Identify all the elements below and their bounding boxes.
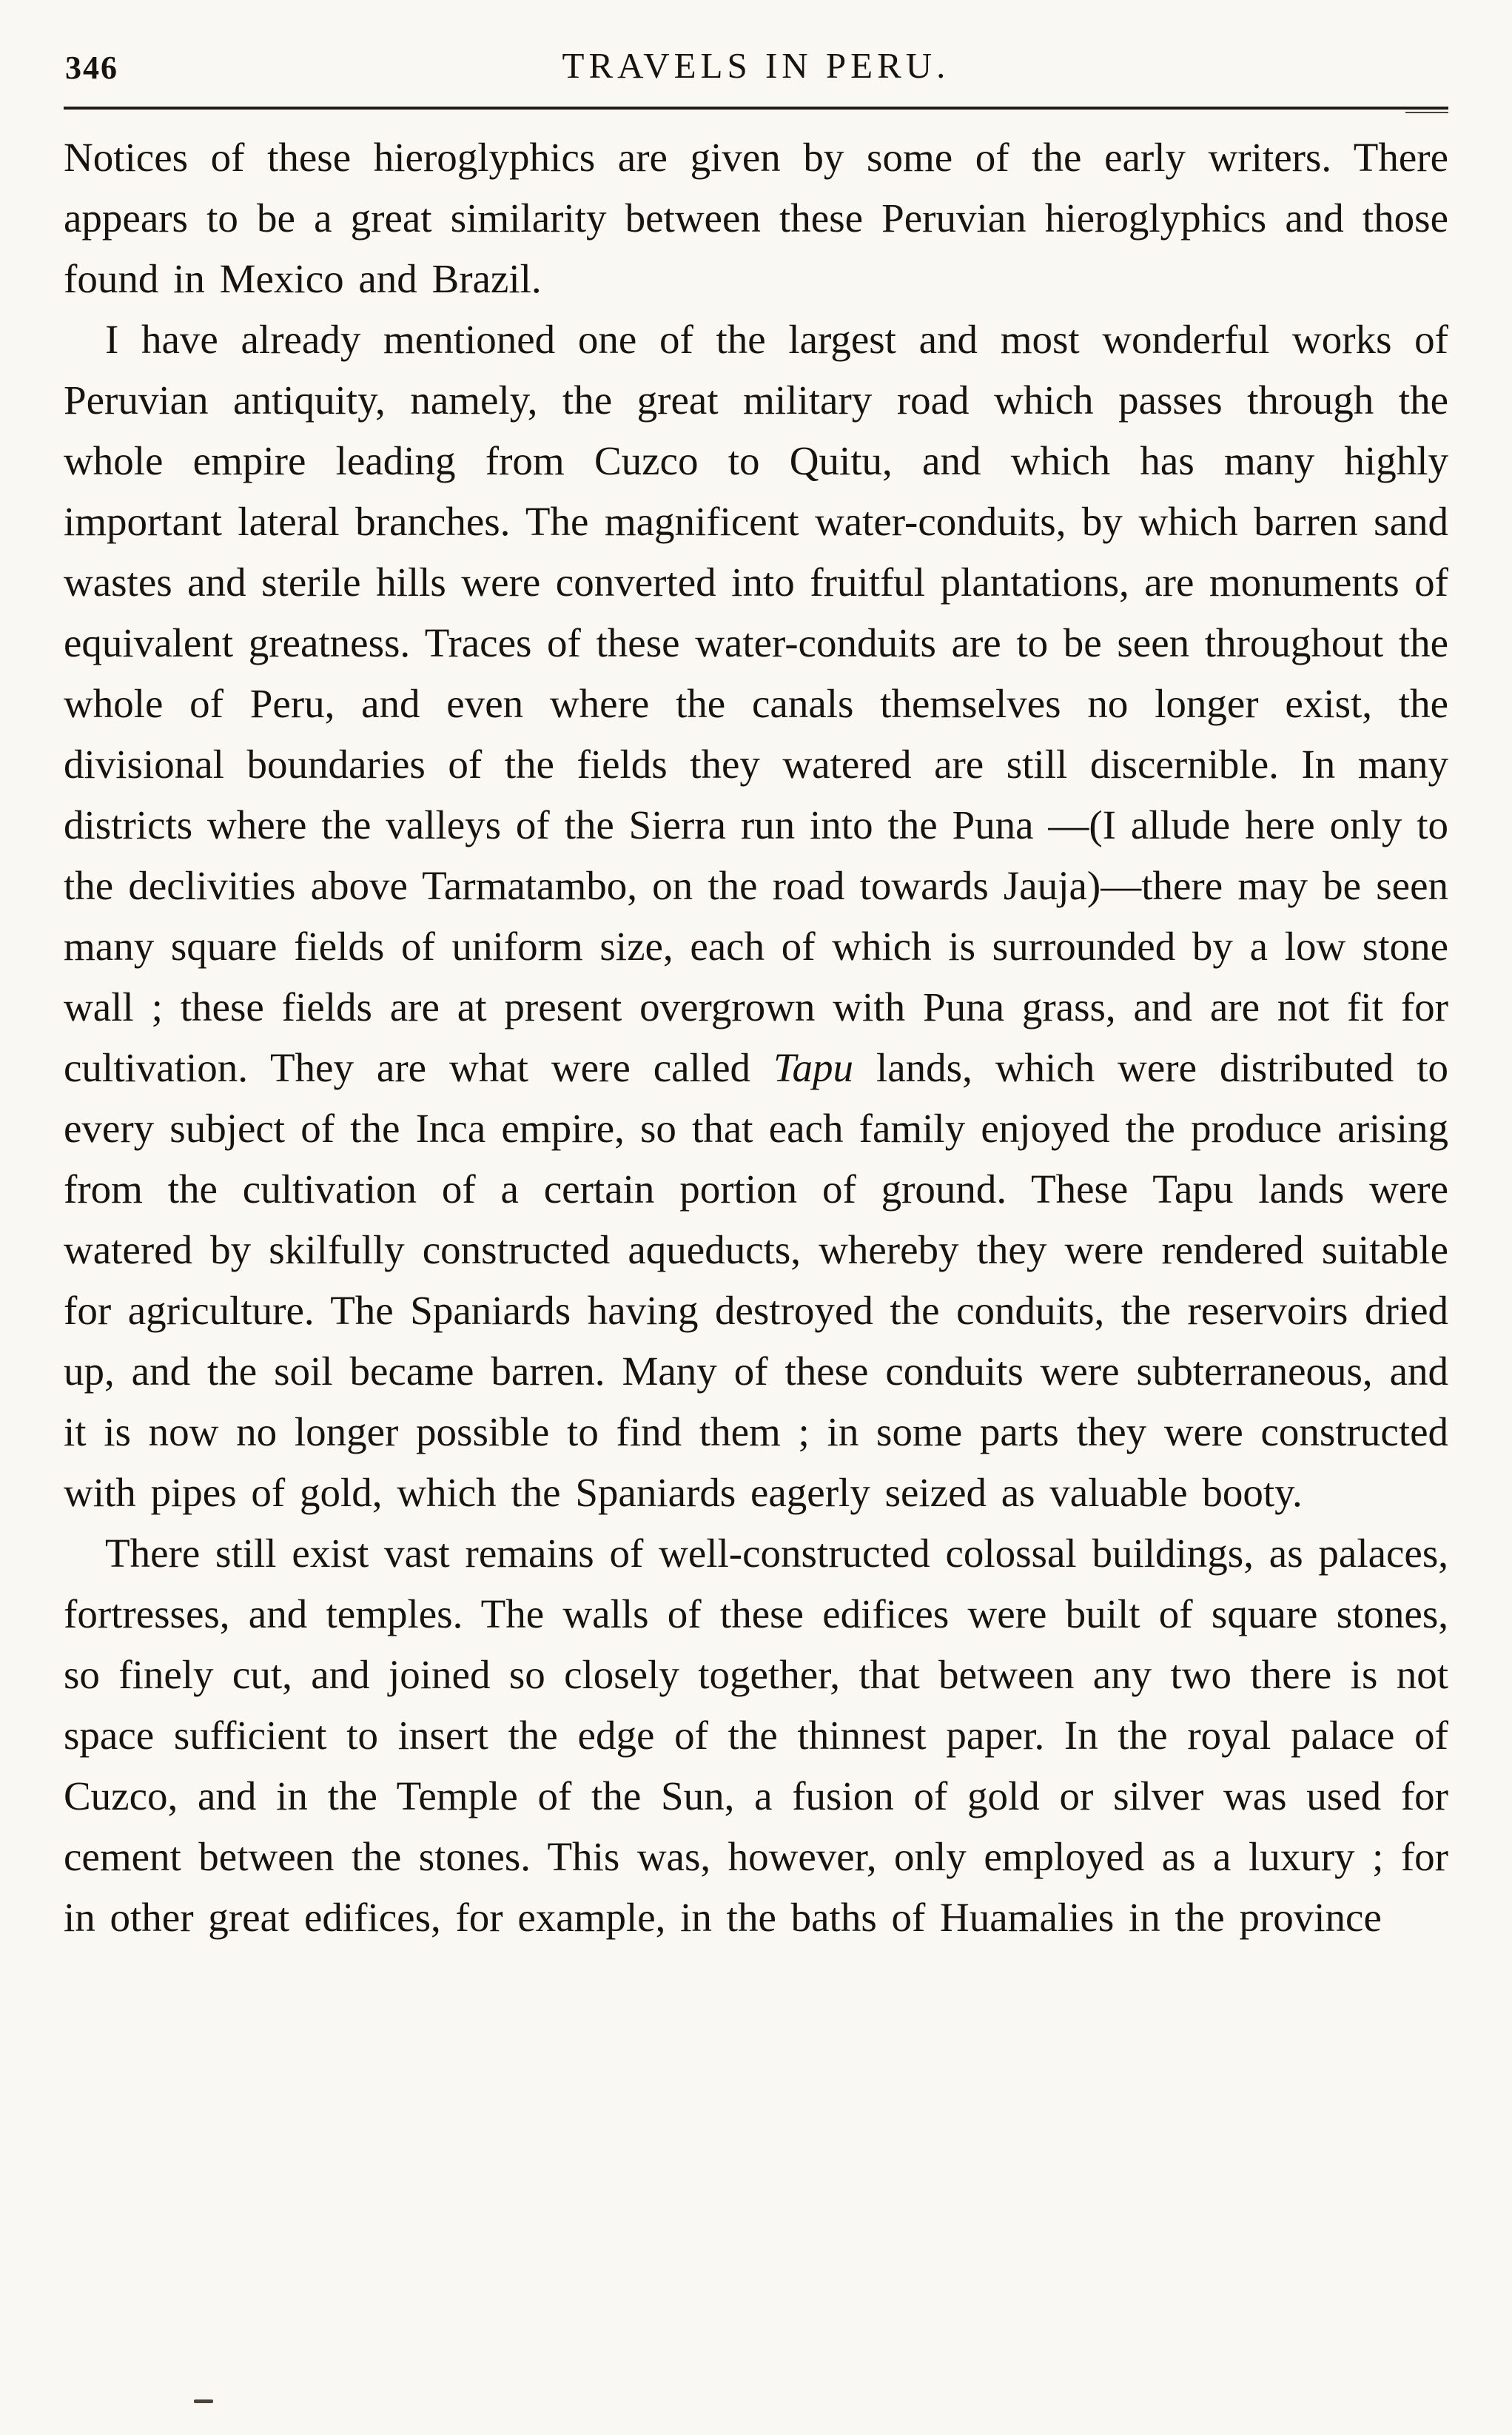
- paragraph-3: [64, 1523, 1448, 1948]
- header-rule: [64, 107, 1448, 110]
- paragraph-1: [64, 127, 1448, 309]
- page-body: [64, 127, 1448, 1948]
- paragraph-1-text: Notices of these hieroglyphics are given by some of the early writers. There appears to be a great similarity between these Peruvian hieroglyphics and those found in Mexico and Brazil.: [64, 135, 1448, 301]
- paragraph-2-text-start: I have already mentioned one of the largest and most wonderful works of Peruvian antiquity, namely, the great military road which passes through the whole empire leading from Cuzco to Quitu, and which has many highly important lateral branches. The magnificent water-conduits, by which barren sand wastes and sterile hills were converted into fruitful plantations, are monuments of equivalent greatness. Traces of these water-conduits are to be seen throughout the whole of Peru, and even where the canals themselves no longer exist, the divisional boundaries of the fields they watered are still discernible. In many districts where the valleys of the Sierra run into the Puna —(I allude here only to the declivities above Tarmatambo, on the road towards Jauja)—there may be seen many square fields of uniform size, each of which is surrounded by a low stone wall ; these fields are at present overgrown with Puna grass, and are not fit for cultivation. They are what were called: [64, 317, 1448, 1090]
- page-number: 346: [65, 50, 118, 86]
- paragraph-3-text: There still exist vast remains of well-constructed colossal buildings, as palaces, fortresses, and temples. The walls of these edifices were built of square stones, so finely cut, and joined so closely together, that between any two there is not space sufficient to insert the edge of the thinnest paper. In the royal palace of Cuzco, and in the Temple of the Sun, a fusion of gold or silver was used for cement between the stones. This was, however, only employed as a luxury ; for in other great edifices, for example, in the baths of Huamalies in the province: [64, 1531, 1448, 1940]
- paragraph-2-italic-word: Tapu: [773, 1045, 854, 1090]
- printers-stray-mark: [194, 2399, 213, 2403]
- page-header: [64, 43, 1448, 98]
- paragraph-2-text-end: lands, which were distributed to every subject of the Inca empire, so that each family enjoyed the produce arising from the cultivation of a certain portion of ground. These Tapu lands were watered by skilfully constructed aqueducts, whereby they were rendered suitable for agriculture. The Spaniards having destroyed the conduits, the reservoirs dried up, and the soil became barren. Many of these conduits were subterraneous, and it is now no longer possible to find them ; in some parts they were constructed with pipes of gold, which the Spaniards eagerly seized as valuable booty.: [64, 1045, 1448, 1515]
- running-title: TRAVELS IN PERU.: [562, 45, 950, 86]
- paragraph-2: [64, 309, 1448, 1523]
